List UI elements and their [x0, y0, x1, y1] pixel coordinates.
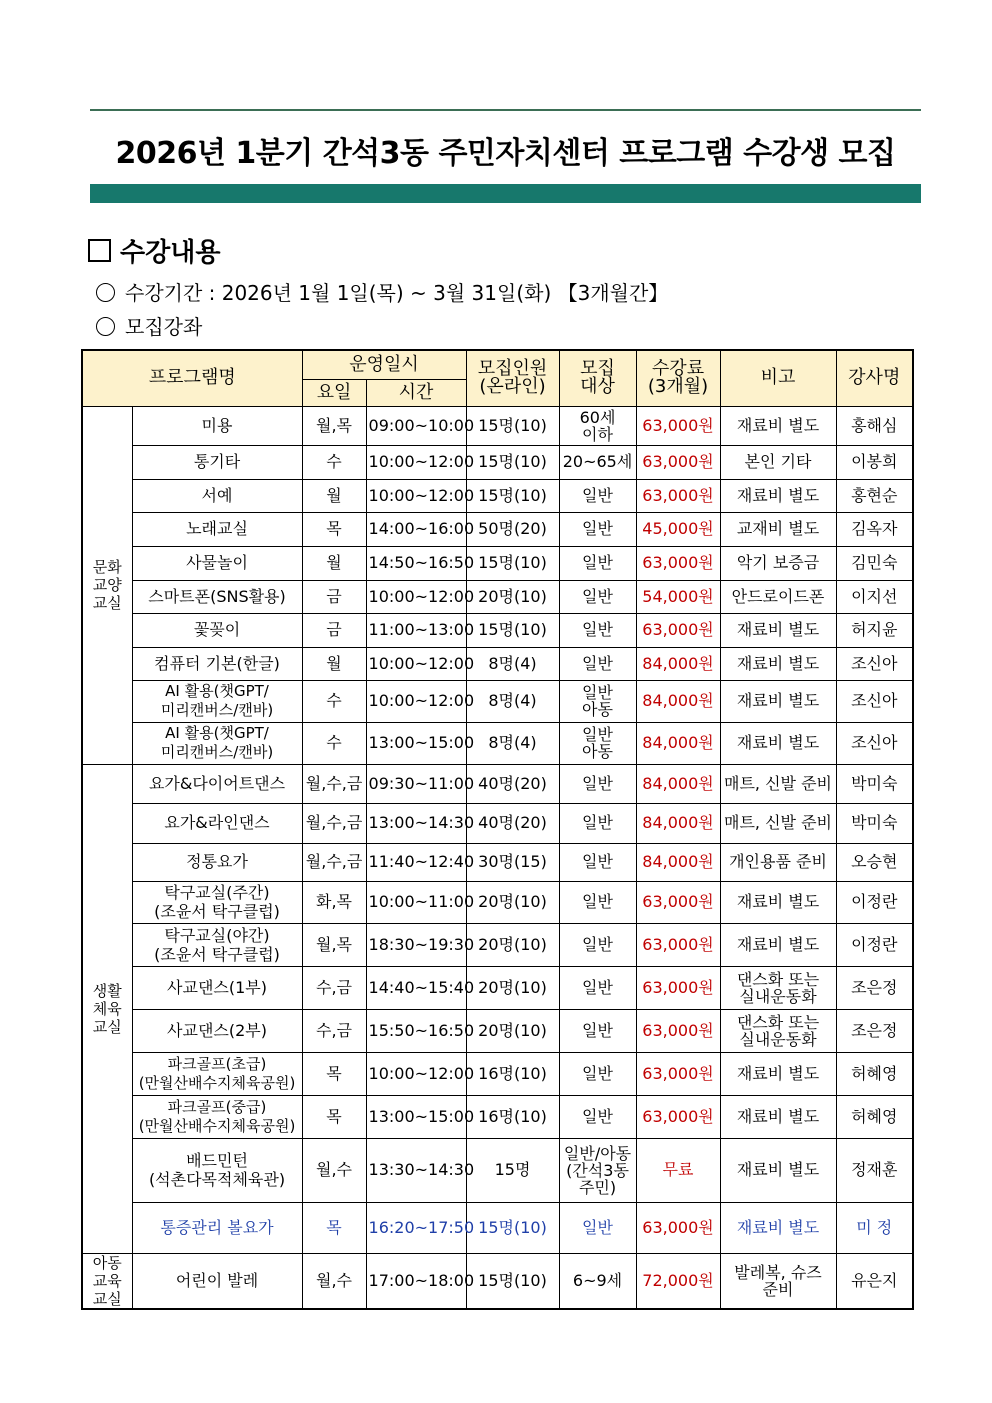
time-cell: 14:40~15:40 [366, 966, 466, 1009]
fee-cell: 63,000원 [636, 966, 720, 1009]
day-cell: 수 [302, 445, 366, 479]
time-cell: 10:00~11:00 [366, 881, 466, 923]
note-cell: 매트, 신발 준비 [720, 764, 836, 803]
instructor-cell: 김옥자 [836, 512, 913, 546]
capacity-cell: 15명(10) [466, 1253, 559, 1309]
day-cell: 월,수,금 [302, 764, 366, 803]
capacity-cell: 20명(10) [466, 1009, 559, 1052]
program-name-cell: 파크골프(중급) (만월산배수지체육공원) [132, 1095, 302, 1138]
time-cell: 09:30~11:00 [366, 764, 466, 803]
day-cell: 월,수,금 [302, 843, 366, 881]
target-cell: 일반 [559, 512, 636, 546]
instructor-cell: 박미숙 [836, 764, 913, 803]
day-cell: 월,수 [302, 1253, 366, 1309]
instructor-cell: 조은정 [836, 1009, 913, 1052]
fee-cell: 63,000원 [636, 546, 720, 580]
instructor-cell: 유은지 [836, 1253, 913, 1309]
table-row [82, 479, 913, 512]
day-cell: 금 [302, 613, 366, 647]
instructor-cell: 정재훈 [836, 1138, 913, 1202]
time-cell: 14:00~16:00 [366, 512, 466, 546]
time-cell: 10:00~12:00 [366, 479, 466, 512]
period-line [96, 277, 668, 306]
instructor-cell: 이정란 [836, 923, 913, 966]
instructor-cell: 이지선 [836, 580, 913, 613]
program-name-cell: 탁구교실(야간) (조윤서 탁구클럽) [132, 923, 302, 966]
time-cell: 15:50~16:50 [366, 1009, 466, 1052]
table-row [82, 546, 913, 580]
section-heading-text: 수강내용 [120, 238, 221, 268]
target-cell: 일반 [559, 1009, 636, 1052]
note-cell: 재료비 별도 [720, 1138, 836, 1202]
program-name-cell: 통증관리 볼요가 [132, 1202, 302, 1253]
capacity-cell: 8명(4) [466, 647, 559, 680]
instructor-cell: 홍현순 [836, 479, 913, 512]
time-cell: 13:00~15:00 [366, 1095, 466, 1138]
circle-bullet-icon [96, 283, 115, 302]
note-cell: 재료비 별도 [720, 680, 836, 722]
fee-cell: 63,000원 [636, 479, 720, 512]
fee-cell: 84,000원 [636, 647, 720, 680]
note-cell: 재료비 별도 [720, 1095, 836, 1138]
day-cell: 수 [302, 722, 366, 764]
capacity-cell: 15명(10) [466, 546, 559, 580]
courses-line [96, 311, 202, 340]
note-cell: 재료비 별도 [720, 1052, 836, 1095]
time-cell: 10:00~12:00 [366, 647, 466, 680]
instructor-cell: 오승현 [836, 843, 913, 881]
capacity-cell: 30명(15) [466, 843, 559, 881]
capacity-cell: 16명(10) [466, 1095, 559, 1138]
program-name-cell: 어린이 발레 [132, 1253, 302, 1309]
time-cell: 18:30~19:30 [366, 923, 466, 966]
table-row [82, 580, 913, 613]
program-name-cell: 탁구교실(주간) (조윤서 탁구클럽) [132, 881, 302, 923]
instructor-cell: 조은정 [836, 966, 913, 1009]
note-cell: 본인 기타 [720, 445, 836, 479]
fee-cell: 63,000원 [636, 1095, 720, 1138]
time-cell: 13:30~14:30 [366, 1138, 466, 1202]
time-cell: 11:00~13:00 [366, 613, 466, 647]
fee-cell: 63,000원 [636, 1202, 720, 1253]
header-target: 모집 대상 [559, 350, 636, 406]
note-cell: 재료비 별도 [720, 406, 836, 445]
instructor-cell: 허혜영 [836, 1052, 913, 1095]
capacity-cell: 15명(10) [466, 613, 559, 647]
table-row [82, 966, 913, 1009]
instructor-cell: 김민숙 [836, 546, 913, 580]
day-cell: 목 [302, 512, 366, 546]
table-row [82, 1138, 913, 1202]
fee-cell: 84,000원 [636, 803, 720, 843]
day-cell: 월,수 [302, 1138, 366, 1202]
capacity-cell: 15명(10) [466, 406, 559, 445]
program-name-cell: 사교댄스(2부) [132, 1009, 302, 1052]
table-row [82, 1253, 913, 1309]
header-fee: 수강료 (3개월) [636, 350, 720, 406]
target-cell: 일반 [559, 764, 636, 803]
table-row [82, 613, 913, 647]
section-heading [88, 232, 220, 269]
instructor-cell: 박미숙 [836, 803, 913, 843]
fee-cell: 54,000원 [636, 580, 720, 613]
table-row [82, 764, 913, 803]
instructor-cell: 이봉희 [836, 445, 913, 479]
note-cell: 재료비 별도 [720, 923, 836, 966]
capacity-cell: 8명(4) [466, 680, 559, 722]
day-cell: 수,금 [302, 1009, 366, 1052]
table-row [82, 680, 913, 722]
target-cell: 60세 이하 [559, 406, 636, 445]
fee-cell: 63,000원 [636, 445, 720, 479]
program-name-cell: 요가&다이어트댄스 [132, 764, 302, 803]
day-cell: 화,목 [302, 881, 366, 923]
note-cell: 교재비 별도 [720, 512, 836, 546]
day-cell: 월 [302, 479, 366, 512]
square-bullet-icon [88, 239, 111, 262]
fee-cell: 84,000원 [636, 764, 720, 803]
capacity-cell: 15명(10) [466, 445, 559, 479]
target-cell: 일반 [559, 613, 636, 647]
instructor-cell: 조신아 [836, 722, 913, 764]
day-cell: 목 [302, 1202, 366, 1253]
note-cell: 발레복, 슈즈 준비 [720, 1253, 836, 1309]
fee-cell: 63,000원 [636, 923, 720, 966]
fee-cell: 84,000원 [636, 843, 720, 881]
capacity-cell: 40명(20) [466, 764, 559, 803]
target-cell: 일반 [559, 966, 636, 1009]
page-title: 2026년 1분기 간석3동 주민자치센터 프로그램 수강생 모집 [115, 136, 896, 171]
header-day: 요일 [302, 379, 366, 406]
capacity-cell: 50명(20) [466, 512, 559, 546]
day-cell: 목 [302, 1095, 366, 1138]
fee-cell: 84,000원 [636, 680, 720, 722]
program-name-cell: 요가&라인댄스 [132, 803, 302, 843]
time-cell: 10:00~12:00 [366, 680, 466, 722]
table-row [82, 445, 913, 479]
table-row [82, 647, 913, 680]
fee-cell: 무료 [636, 1138, 720, 1202]
day-cell: 월,목 [302, 923, 366, 966]
category-cell: 문화 교양 교실 [82, 406, 132, 764]
target-cell: 일반 [559, 1202, 636, 1253]
fee-cell: 63,000원 [636, 406, 720, 445]
circle-bullet-icon [96, 317, 115, 336]
target-cell: 일반 [559, 843, 636, 881]
program-name-cell: AI 활용(챗GPT/ 미리캔버스/캔바) [132, 680, 302, 722]
table-row [82, 1095, 913, 1138]
day-cell: 월,수,금 [302, 803, 366, 843]
target-cell: 일반 [559, 1095, 636, 1138]
target-cell: 일반 아동 [559, 722, 636, 764]
table-row [82, 1052, 913, 1095]
time-cell: 13:00~15:00 [366, 722, 466, 764]
target-cell: 일반/아동 (간석3동 주민) [559, 1138, 636, 1202]
program-name-cell: 노래교실 [132, 512, 302, 546]
day-cell: 목 [302, 1052, 366, 1095]
fee-cell: 84,000원 [636, 722, 720, 764]
note-cell: 악기 보증금 [720, 546, 836, 580]
table-row [82, 1009, 913, 1052]
table-row [82, 843, 913, 881]
table-row [82, 722, 913, 764]
fee-cell: 63,000원 [636, 613, 720, 647]
table-row [82, 406, 913, 445]
time-cell: 10:00~12:00 [366, 445, 466, 479]
day-cell: 월 [302, 647, 366, 680]
capacity-cell: 40명(20) [466, 803, 559, 843]
target-cell: 일반 [559, 580, 636, 613]
program-name-cell: 컴퓨터 기본(한글) [132, 647, 302, 680]
program-name-cell: 파크골프(초급) (만월산배수지체육공원) [132, 1052, 302, 1095]
fee-cell: 63,000원 [636, 1009, 720, 1052]
capacity-cell: 20명(10) [466, 923, 559, 966]
target-cell: 일반 [559, 546, 636, 580]
instructor-cell: 조신아 [836, 680, 913, 722]
capacity-cell: 20명(10) [466, 881, 559, 923]
instructor-cell: 이정란 [836, 881, 913, 923]
target-cell: 20~65세 [559, 445, 636, 479]
fee-cell: 63,000원 [636, 881, 720, 923]
note-cell: 개인용품 준비 [720, 843, 836, 881]
table-row [82, 1202, 913, 1253]
day-cell: 월 [302, 546, 366, 580]
instructor-cell: 허혜영 [836, 1095, 913, 1138]
capacity-cell: 16명(10) [466, 1052, 559, 1095]
header-schedule: 운영일시 [302, 350, 466, 379]
time-cell: 16:20~17:50 [366, 1202, 466, 1253]
note-cell: 댄스화 또는 실내운동화 [720, 966, 836, 1009]
period-text: 수강기간 : 2026년 1월 1일(목) ~ 3월 31일(화) 【3개월간】 [125, 281, 669, 305]
day-cell: 수,금 [302, 966, 366, 1009]
header-instructor: 강사명 [836, 350, 913, 406]
program-name-cell: 서예 [132, 479, 302, 512]
top-divider-line [90, 109, 921, 111]
time-cell: 11:40~12:40 [366, 843, 466, 881]
capacity-cell: 15명 [466, 1138, 559, 1202]
time-cell: 09:00~10:00 [366, 406, 466, 445]
course-table [81, 349, 914, 1310]
program-name-cell: 미용 [132, 406, 302, 445]
target-cell: 일반 [559, 923, 636, 966]
target-cell: 일반 [559, 1052, 636, 1095]
table-row [82, 881, 913, 923]
title-accent-bar [90, 184, 921, 203]
time-cell: 13:00~14:30 [366, 803, 466, 843]
capacity-cell: 15명(10) [466, 479, 559, 512]
header-program: 프로그램명 [82, 350, 302, 406]
target-cell: 6~9세 [559, 1253, 636, 1309]
table-row [82, 512, 913, 546]
category-cell: 생활 체육 교실 [82, 764, 132, 1253]
fee-cell: 45,000원 [636, 512, 720, 546]
table-row [82, 803, 913, 843]
note-cell: 매트, 신발 준비 [720, 803, 836, 843]
note-cell: 재료비 별도 [720, 479, 836, 512]
header-time: 시간 [366, 379, 466, 406]
courses-text: 모집강좌 [125, 315, 203, 339]
note-cell: 재료비 별도 [720, 722, 836, 764]
day-cell: 수 [302, 680, 366, 722]
day-cell: 금 [302, 580, 366, 613]
instructor-cell: 허지윤 [836, 613, 913, 647]
note-cell: 재료비 별도 [720, 881, 836, 923]
note-cell: 재료비 별도 [720, 647, 836, 680]
capacity-cell: 20명(10) [466, 966, 559, 1009]
note-cell: 댄스화 또는 실내운동화 [720, 1009, 836, 1052]
target-cell: 일반 [559, 881, 636, 923]
program-name-cell: 배드민턴 (석촌다목적체육관) [132, 1138, 302, 1202]
target-cell: 일반 아동 [559, 680, 636, 722]
target-cell: 일반 [559, 479, 636, 512]
day-cell: 월,목 [302, 406, 366, 445]
program-name-cell: 사물놀이 [132, 546, 302, 580]
header-note: 비고 [720, 350, 836, 406]
table-row [82, 923, 913, 966]
target-cell: 일반 [559, 803, 636, 843]
note-cell: 안드로이드폰 [720, 580, 836, 613]
program-name-cell: AI 활용(챗GPT/ 미리캔버스/캔바) [132, 722, 302, 764]
header-capacity: 모집인원 (온라인) [466, 350, 559, 406]
fee-cell: 72,000원 [636, 1253, 720, 1309]
instructor-cell: 홍해심 [836, 406, 913, 445]
capacity-cell: 20명(10) [466, 580, 559, 613]
time-cell: 14:50~16:50 [366, 546, 466, 580]
program-name-cell: 사교댄스(1부) [132, 966, 302, 1009]
category-cell: 아동 교육 교실 [82, 1253, 132, 1309]
capacity-cell: 15명(10) [466, 1202, 559, 1253]
note-cell: 재료비 별도 [720, 613, 836, 647]
time-cell: 17:00~18:00 [366, 1253, 466, 1309]
capacity-cell: 8명(4) [466, 722, 559, 764]
program-name-cell: 꽃꽂이 [132, 613, 302, 647]
fee-cell: 63,000원 [636, 1052, 720, 1095]
program-name-cell: 통기타 [132, 445, 302, 479]
instructor-cell: 조신아 [836, 647, 913, 680]
note-cell: 재료비 별도 [720, 1202, 836, 1253]
instructor-cell: 미 정 [836, 1202, 913, 1253]
time-cell: 10:00~12:00 [366, 1052, 466, 1095]
time-cell: 10:00~12:00 [366, 580, 466, 613]
program-name-cell: 정통요가 [132, 843, 302, 881]
target-cell: 일반 [559, 647, 636, 680]
program-name-cell: 스마트폰(SNS활용) [132, 580, 302, 613]
